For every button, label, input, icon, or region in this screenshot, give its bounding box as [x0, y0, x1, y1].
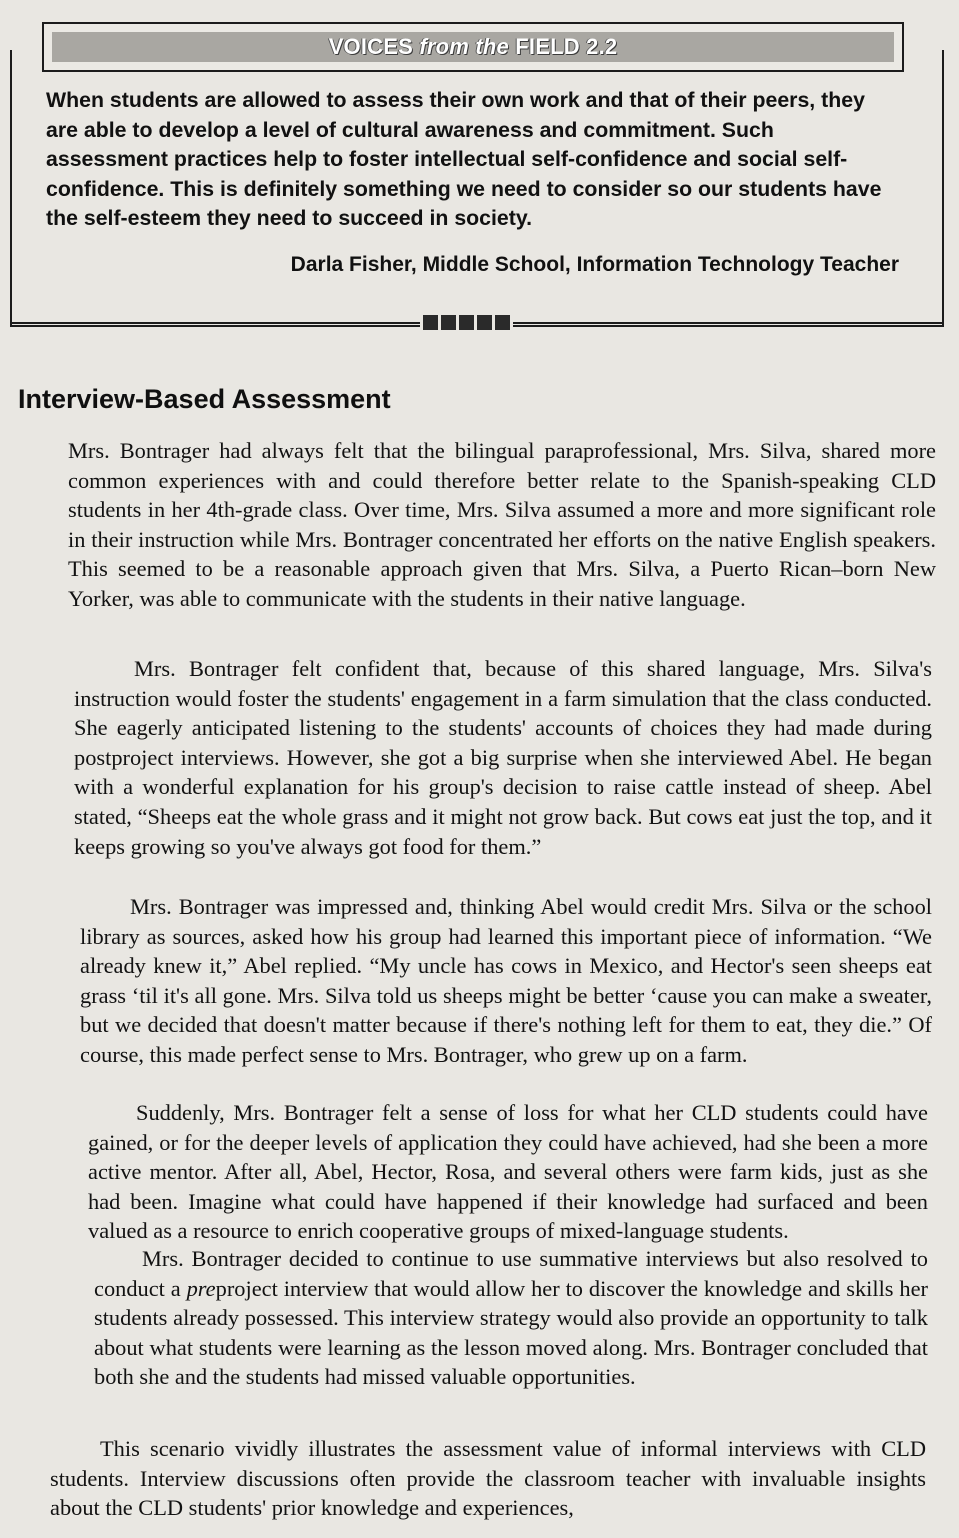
- ornament-squares: [420, 315, 513, 331]
- paragraph-4: Suddenly, Mrs. Bontrager felt a sense of loss for what her CLD students could have gained, or for the deeper levels of application they could have achieved, had she been a more active mentor. After all, Abel, Hector, Rosa, and several others were farm kids, just as she had been. Imagine what could have happened if their knowledge had surfaced and been valued as a resource to enrich cooperative groups of mixed-language students.: [88, 1100, 928, 1244]
- paragraph-6: This scenario vividly illustrates the assessment value of informal interviews with CLD students. Interview discussions often provide the classroom teacher with invaluable insights about the CLD students' prior knowledge and experiences,: [50, 1436, 926, 1521]
- ornament-square: [459, 315, 474, 330]
- sidebar-quote: When students are allowed to assess their own work and that of their peers, they are able to develop a level of cultural awareness and commitment. Such assessment practices help to foster intellectual self-confidence and social self-confidence. This is definitely something we need to consider so our students have the self-esteem they need to succeed in society.: [46, 88, 882, 230]
- paragraph-1: Mrs. Bontrager had always felt that the bilingual paraprofessional, Mrs. Silva, shared more common experiences with and could therefore better relate to the Spanish-speaking CLD students in her 4th-grade class. Over time, Mrs. Silva assumed a more and more significant role in their instruction while Mrs. Bontrager concentrated her efforts on the native English speakers. This seemed to be a reasonable approach given that Mrs. Silva, a Puerto Rican–born New Yorker, was able to communicate with the students in their native language.: [68, 438, 936, 611]
- sidebar-banner: [42, 22, 904, 72]
- paragraph-2: Mrs. Bontrager felt confident that, because of this shared language, Mrs. Silva's instruction would foster the students' engagement in a farm simulation that the class conducted. She eagerly anticipated listening to the students' accounts of choices they had made during postproject interviews. However, she got a big surprise when she interviewed Abel. He began with a wonderful explanation for his group's decision to raise cattle instead of sheep. Abel stated, “Sheeps eat the whole grass and it might not grow back. But cows eat just the top, and it keeps growing so you've always got food for them.”: [74, 656, 932, 859]
- sidebar-banner-fill: [52, 32, 894, 62]
- paragraph-3: Mrs. Bontrager was impressed and, thinking Abel would credit Mrs. Silva or the school library as sources, asked how his group had learned this important piece of information. “We already knew it,” Abel replied. “My uncle has cows in Mexico, and Hector's seen sheeps eat grass ‘til it's all gone. Mrs. Silva told us sheeps might be better ‘cause you can make a sweater, but we decided that doesn't matter because if there's nothing left for them to eat, they die.” Of course, this made perfect sense to Mrs. Bontrager, who grew up on a farm.: [80, 894, 932, 1067]
- ornament-square: [495, 315, 510, 330]
- sidebar-attribution: Darla Fisher, Middle School, Information Technology Teacher: [290, 253, 899, 276]
- section-heading: Interview-Based Assessment: [18, 384, 391, 414]
- ornament-square: [477, 315, 492, 330]
- ornament-square: [441, 315, 456, 330]
- paragraph-5: Mrs. Bontrager decided to continue to use summative interviews but also resolved to conduct a preproject interview that would allow her to discover the knowledge and skills her students already possessed. This interview strategy would also provide an opportunity to talk about what students were learning as the lesson moved along. Mrs. Bontrager concluded that both she and the students had missed valuable opportunities.: [94, 1246, 928, 1390]
- ornament-square: [423, 315, 438, 330]
- sidebar-title: VOICES from the FIELD 2.2: [328, 34, 618, 59]
